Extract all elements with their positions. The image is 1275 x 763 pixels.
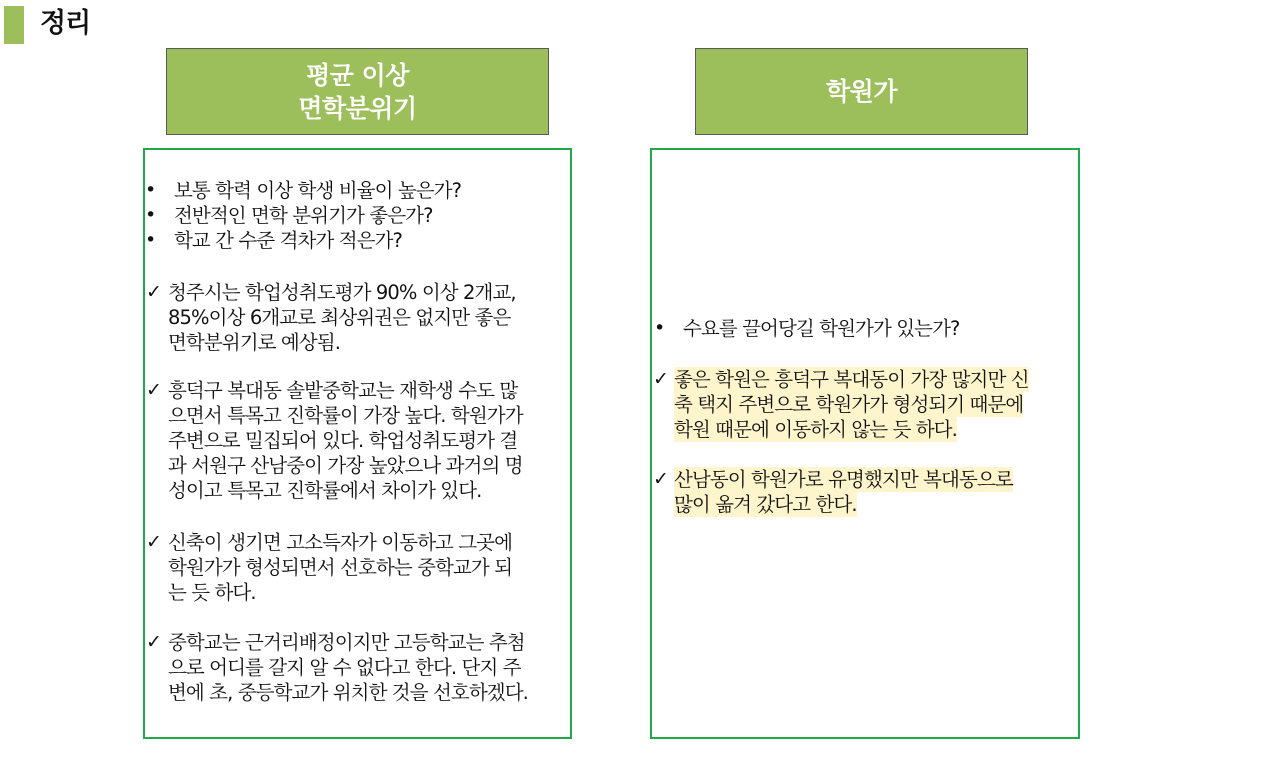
question-item: 전반적인 면학 분위기가 좋은가?	[174, 204, 433, 227]
header-line: 평균 이상	[306, 60, 409, 90]
header-line: 면학분위기	[298, 93, 417, 123]
finding-line: 신축이 생기면 고소득자가 이동하고 그곳에	[168, 531, 513, 554]
finding-line: 으면서 특목고 진학률이 가장 높다. 학원가가	[168, 404, 523, 427]
highlighted-finding-line: 축 택지 주변으로 학원가가 형성되기 때문에	[674, 393, 1024, 416]
finding-line: 85%이상 6개교로 최상위권은 없지만 좋은	[168, 306, 511, 329]
highlighted-finding-line: 좋은 학원은 흥덕구 복대동이 가장 많지만 신	[674, 368, 1029, 391]
question-item: 보통 학력 이상 학생 비율이 높은가?	[174, 179, 462, 202]
question-item: 학교 간 수준 격차가 적은가?	[174, 229, 402, 252]
bullet-icon: •	[145, 229, 157, 251]
check-icon: ✓	[146, 631, 162, 653]
finding-line: 는 듯 하다.	[168, 581, 256, 604]
header-line: 학원가	[826, 77, 897, 106]
check-icon: ✓	[146, 531, 162, 553]
check-icon: ✓	[653, 368, 669, 390]
finding-line: 주변으로 밀집되어 있다. 학업성취도평가 결	[168, 429, 518, 452]
finding-line: 으로 어디를 갈지 알 수 없다고 한다. 단지 주	[168, 656, 521, 679]
highlighted-finding-line: 학원 때문에 이동하지 않는 듯 하다.	[674, 418, 957, 441]
finding-line: 과 서원구 산남중이 가장 높았으나 과거의 명	[168, 454, 523, 477]
header-above-average-study-atmosphere	[166, 48, 549, 135]
finding-line: 성이고 특목고 진학률에서 차이가 있다.	[168, 479, 482, 502]
check-icon: ✓	[653, 468, 669, 490]
header-academy-district	[695, 48, 1028, 135]
question-item: 수요를 끌어당길 학원가가 있는가?	[683, 317, 960, 340]
title-accent-bar	[4, 6, 24, 44]
finding-line: 청주시는 학업성취도평가 90% 이상 2개교,	[168, 281, 516, 304]
bullet-icon: •	[145, 204, 157, 226]
check-icon: ✓	[146, 281, 162, 303]
bullet-icon: •	[145, 179, 157, 201]
highlighted-finding-line: 산남동이 학원가로 유명했지만 복대동으로	[674, 468, 1013, 491]
finding-line: 흥덕구 복대동 솔밭중학교는 재학생 수도 많	[168, 379, 518, 402]
finding-line: 중학교는 근거리배정이지만 고등학교는 추첨	[168, 631, 525, 654]
finding-line: 면학분위기로 예상됨.	[168, 331, 341, 354]
check-icon: ✓	[146, 379, 162, 401]
panel-academy-district	[650, 148, 1080, 739]
page-title: 정리	[40, 8, 91, 39]
highlighted-finding-line: 많이 옮겨 갔다고 한다.	[674, 493, 857, 516]
finding-line: 학원가가 형성되면서 선호하는 중학교가 되	[168, 556, 513, 579]
bullet-icon: •	[654, 317, 666, 339]
finding-line: 변에 초, 중등학교가 위치한 것을 선호하겠다.	[168, 681, 528, 704]
